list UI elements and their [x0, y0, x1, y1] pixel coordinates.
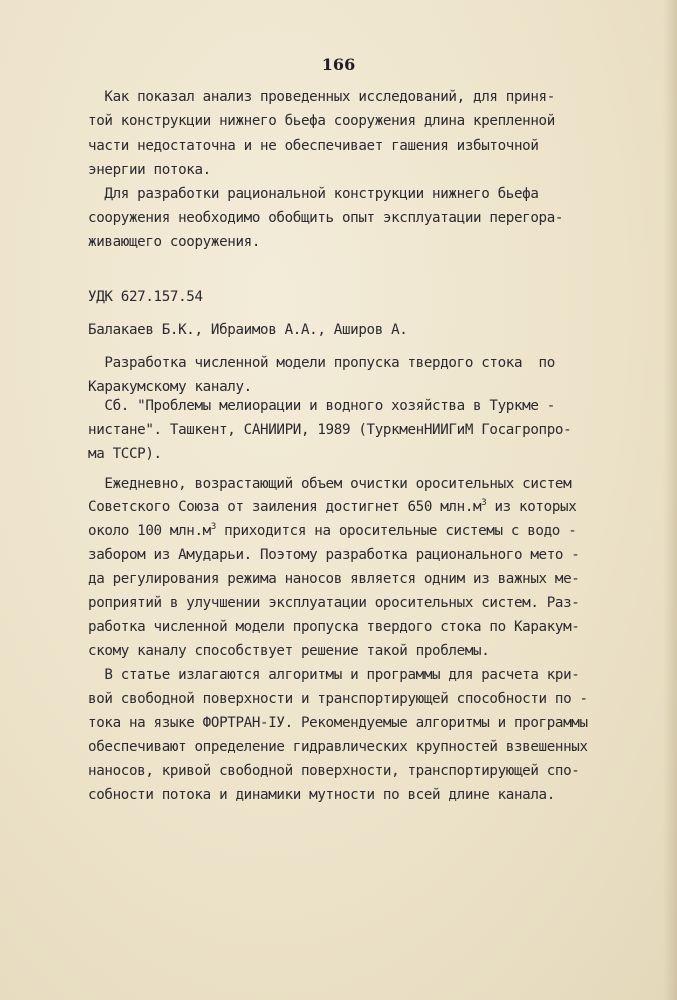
- udk-code: УДК 627.157.54: [88, 289, 203, 305]
- text-line: да регулирования режима наносов является одним из важных ме-: [88, 571, 580, 587]
- article-authors: Балакаев Б.К., Ибраимов А.А., Аширов А.: [88, 322, 408, 338]
- text-line: живающего сооружения.: [88, 234, 261, 250]
- text-line: сооружения необходимо обобщить опыт эксплуатации перегора-: [88, 210, 564, 226]
- text-line: около 100 $млн.м^3$ приходится на оросительные системы с водо -: [88, 522, 577, 539]
- text-line: В статье излагаются алгоритмы и программы для расчета кри-: [88, 667, 580, 683]
- page-edge-shadow: [663, 0, 677, 1000]
- text-line: обеспечивают определение гидравлических крупностей взвешенных: [88, 739, 588, 755]
- text-line: той конструкции нижнего бьефа сооружения длина крепленной: [88, 113, 555, 129]
- text-line: скому каналу способствует решение такой проблемы.: [88, 643, 490, 659]
- text-line: ма ТССР).: [88, 446, 162, 462]
- text-line: Ежедневно, возрастающий объем очистки оросительных систем: [88, 476, 572, 492]
- text-line: Сб. "Проблемы мелиорации и водного хозяйства в Туркме -: [88, 398, 555, 414]
- text-line: тока на языке ФОРТРАН-IУ. Рекомендуемые алгоритмы и программы: [88, 715, 588, 731]
- text-line: Для разработки рациональной конструкции нижнего бьефа: [88, 186, 539, 202]
- text-line: энергии потока.: [88, 162, 211, 178]
- page-number: 166: [321, 55, 356, 74]
- text-line: Разработка численной модели пропуска твердого стока по: [88, 355, 555, 371]
- text-line: Как показал анализ проведенных исследований, для приня-: [88, 89, 555, 105]
- text-line: части недостаточна и не обеспечивает гашения избыточной: [88, 138, 539, 154]
- text-line: забором из Амударьи. Поэтому разработка рационального мето -: [88, 547, 580, 563]
- text-line: нистане". Ташкент, САНИИРИ, 1989 (ТуркменНИИГиМ Госагропро-: [88, 422, 572, 438]
- text-line: наносов, кривой свободной поверхности, транспортирующей спо-: [88, 763, 580, 779]
- text-line: Советского Союза от заиления достигнет 650 $млн.м^3$ из которых: [88, 498, 577, 515]
- text-line: вой свободной поверхности и транспортирующей способности по -: [88, 691, 588, 707]
- text-line: работка численной модели пропуска твердого стока по Каракум-: [88, 619, 580, 635]
- text-line: роприятий в улучшении эксплуатации оросительных систем. Раз-: [88, 595, 580, 611]
- text-line: собности потока и динамики мутности по всей длине канала.: [88, 787, 555, 803]
- text-line: Каракумскому каналу.: [88, 379, 252, 395]
